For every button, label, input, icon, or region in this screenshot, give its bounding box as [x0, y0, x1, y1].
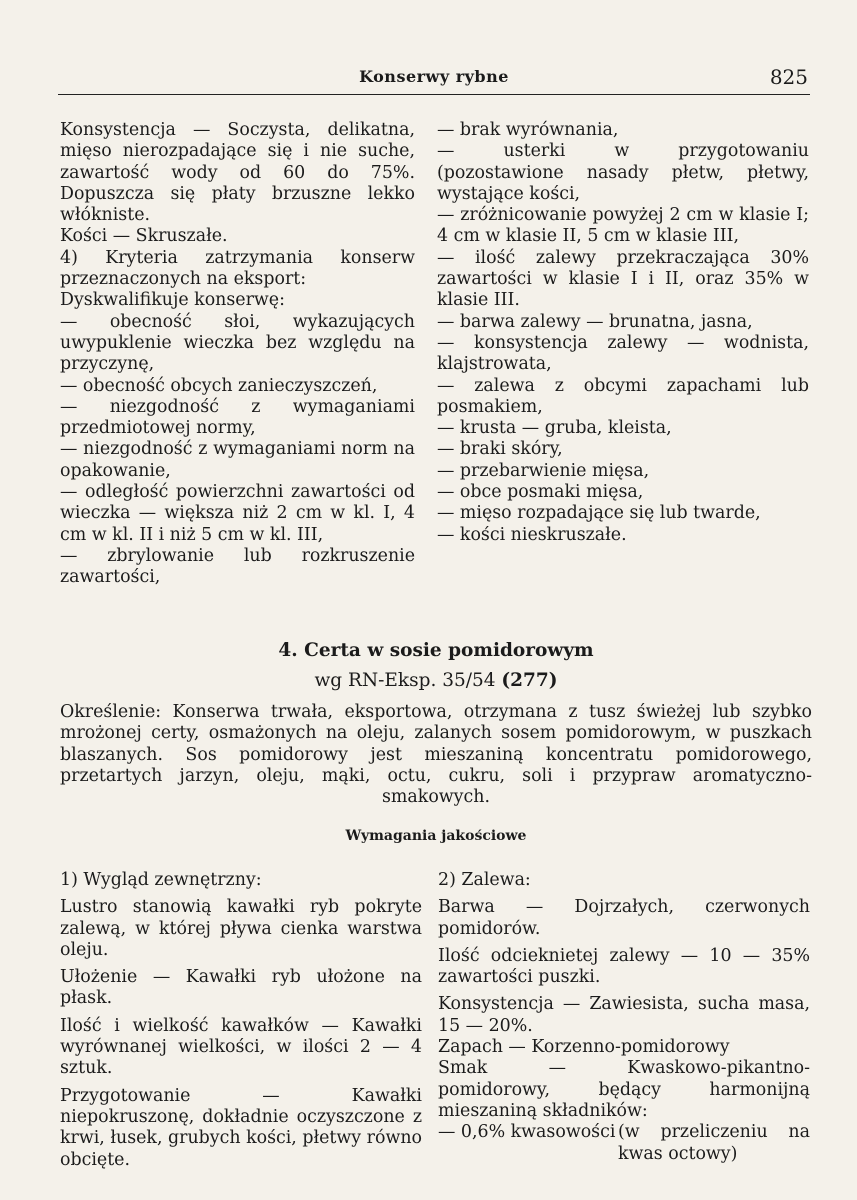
list-item: — obce posmaki mięsa,	[437, 482, 644, 503]
definition	[60, 702, 812, 808]
right-column-bottom	[438, 870, 810, 1165]
requirements-heading: Wymagania jakościowe	[345, 828, 527, 844]
paragraph: Konsystencja — Zawiesista, sucha masa, 15 — 20%.	[438, 994, 810, 1036]
paragraph: Barwa — Dojrzałych, czerwonych pomidorów.	[438, 897, 810, 939]
list-item: — mięso rozpadające się lub twarde,	[437, 503, 761, 524]
subheading: 1) Wygląd zewnętrzny:	[60, 870, 262, 890]
acidity-note	[618, 1122, 810, 1165]
section-title: 4. Certa w sosie pomidorowym	[278, 640, 594, 661]
paragraph: Ilość i wielkość kawałków — Kawałki wyrównanej wielkości, w ilości 2 — 4 sztuk.	[60, 1015, 422, 1079]
list-item: — niezgodność z wymaganiami przedmiotowej normy,	[60, 396, 415, 439]
list-item: — konsystencja zalewy — wodnista, klajstrowata,	[437, 332, 809, 375]
list-item: — przebarwienie mięsa,	[437, 460, 650, 481]
left-column-top	[60, 120, 415, 589]
acidity-row	[438, 1122, 810, 1165]
acidity-value: — 0,6% kwasowości	[438, 1122, 616, 1143]
list-item: — krusta — gruba, kleista,	[437, 418, 672, 439]
list-item: — brak wyrównania,	[437, 120, 619, 140]
left-column-bottom	[60, 870, 422, 1171]
list-item: — braki skóry,	[437, 439, 563, 460]
page-header	[58, 63, 810, 95]
paragraph: Zapach — Korzenno-pomidorowy	[438, 1037, 730, 1058]
paragraph: Kości — Skruszałe.	[60, 226, 228, 247]
list-item: — obecność słoi, wykazujących uwypuklenie wieczka bez względu na przyczynę,	[60, 311, 415, 375]
paragraph: Lustro stanowią kawałki ryb pokryte zalewą, w której pływa cienka warstwa oleju.	[60, 897, 422, 960]
running-title: Konserwy rybne	[359, 67, 509, 86]
page-number: 825	[769, 65, 808, 89]
list-item: — odległość powierzchni zawartości od wieczka — większa niż 2 cm w kl. I, 4 cm w kl. II i niż 5 cm w kl. III,	[60, 482, 415, 545]
paragraph: Smak — Kwaskowo-pikantno-pomidorowy, będący harmonijną mieszaniną składników:	[438, 1058, 810, 1121]
list-item: — ilość zalewy przekraczająca 30% zawartości w klasie I i II, oraz 35% w klasie III.	[437, 247, 809, 311]
definition-text: Określenie: Konserwa trwała, eksportowa, otrzymana z tusz świeżej lub szybko mrożonej certy, osmażonych na oleju, zalanych sosem pomidorowym, w puszkach blaszanych. Sos pomidorowy jest mieszaniną koncentratu pomidorowego, przetartych jarzyn, oleju, mąki, octu, cukru, soli i przypraw aromatyczno-smakowych.	[60, 702, 812, 808]
list-item: — kości nieskruszałe.	[437, 524, 627, 545]
paragraph: 4) Kryteria zatrzymania konserw przeznaczonych na eksport:	[60, 247, 415, 290]
subheading: 2) Zalewa:	[438, 870, 531, 890]
list-item: — usterki w przygotowaniu (pozostawione nasady płetw, płetwy, wystające kości,	[437, 141, 809, 204]
right-column-top	[437, 120, 809, 546]
standard-reference: wg RN-Eksp. 35/54	[314, 670, 502, 691]
list-item: — zbrylowanie lub rozkruszenie zawartości,	[60, 545, 415, 588]
header-rule	[58, 94, 810, 95]
list-item: — zróżnicowanie powyżej 2 cm w klasie I; 4 cm w klasie II, 5 cm w klasie III,	[437, 205, 809, 247]
acidity-note-rest: przeliczeniu na kwas octowy)	[618, 1122, 811, 1164]
entry-number: (277)	[501, 670, 558, 691]
paragraph: Dyskwalifikuje konserwę:	[60, 290, 285, 311]
list-item: — obecność obcych zanieczyszczeń,	[60, 375, 378, 396]
paragraph: Konsystencja — Soczysta, delikatna, mięso nierozpadające się i nie suche, zawartość wody od 60 do 75%. Dopuszcza się płaty brzuszne lekko włókniste.	[60, 120, 415, 226]
list-item: — zalewa z obcymi zapachami lub posmakiem,	[437, 375, 809, 417]
paragraph: Ilość odcieknietej zalewy — 10 — 35% zawartości puszki.	[438, 945, 810, 988]
paragraph: Ułożenie — Kawałki ryb ułożone na płask.	[60, 967, 422, 1009]
section-subtitle	[60, 670, 812, 691]
paragraph: Przygotowanie — Kawałki niepokruszonę, dokładnie oczyszczone z krwi, łusek, grubych kości, płetwy równo obcięte.	[60, 1085, 422, 1170]
list-item: — niezgodność z wymaganiami norm na opakowanie,	[60, 439, 415, 481]
acidity-note-open: (w	[618, 1122, 640, 1143]
list-item: — barwa zalewy — brunatna, jasna,	[437, 311, 753, 332]
